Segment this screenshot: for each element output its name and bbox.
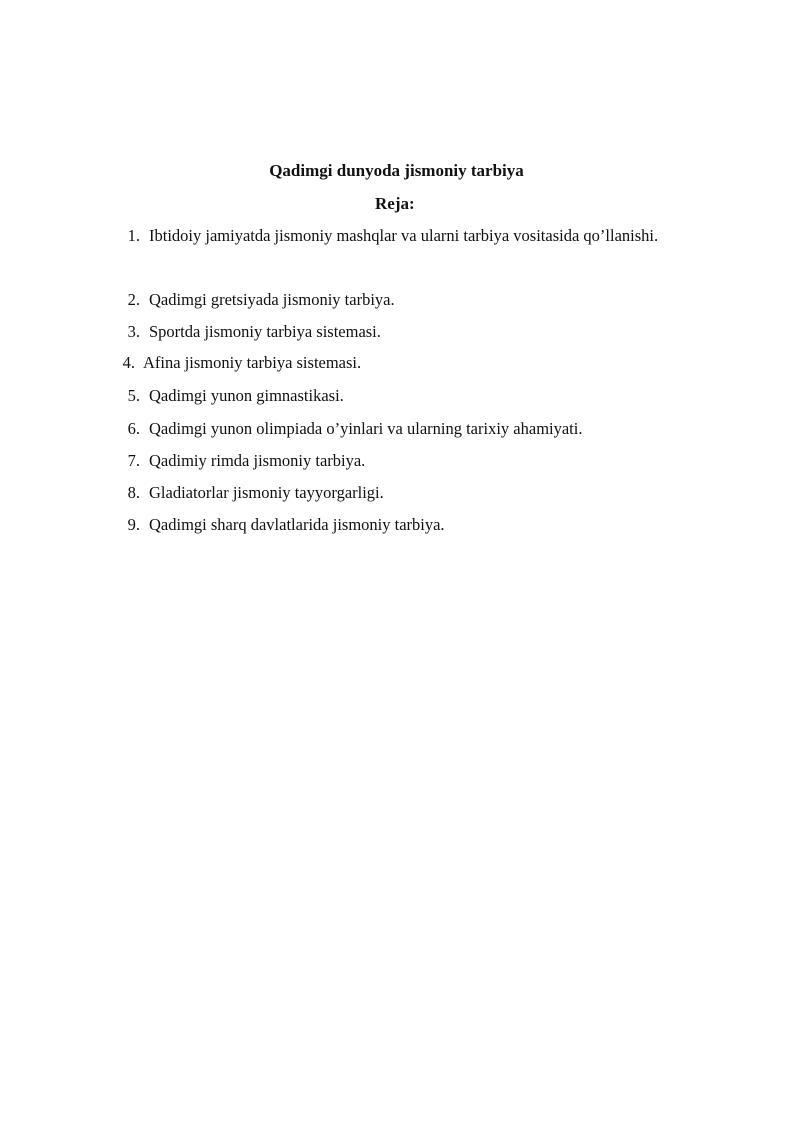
plan-item-number: 1. (127, 226, 140, 245)
plan-item-text: Sportda jismoniy tarbiya sistemasi. (149, 322, 381, 341)
plan-item-number: 5. (127, 386, 140, 405)
plan-item-number: 3. (127, 322, 140, 341)
plan-item-number: 4. (122, 353, 135, 372)
plan-item-text: Ibtidoiy jamiyatda jismoniy mashqlar va ularni tarbiya vositasida qo’llanishi. (149, 226, 659, 245)
plan-item-text: Gladiatorlar jismoniy tayyorgarligi. (149, 483, 384, 502)
plan-item-text: Qadimgi yunon gimnastikasi. (149, 386, 344, 405)
plan-item-number: 7. (127, 451, 140, 470)
plan-item-text: Qadimiy rimda jismoniy tarbiya. (149, 451, 366, 470)
plan-item-number: 8. (127, 483, 140, 502)
plan-item-number: 9. (127, 515, 140, 534)
plan-item-text: Qadimgi gretsiyada jismoniy tarbiya. (149, 290, 395, 309)
plan-item-number: 6. (127, 419, 140, 438)
plan-item-text: Qadimgi yunon olimpiada o’yinlari va ularning tarixiy ahamiyati. (149, 419, 583, 438)
plan-item-text: Afina jismoniy tarbiya sistemasi. (143, 353, 362, 372)
plan-heading: Reja: (375, 194, 415, 213)
plan-item-number: 2. (127, 290, 140, 309)
document-title: Qadimgi dunyoda jismoniy tarbiya (269, 161, 524, 180)
plan-item-text: Qadimgi sharq davlatlarida jismoniy tarbiya. (149, 515, 445, 534)
